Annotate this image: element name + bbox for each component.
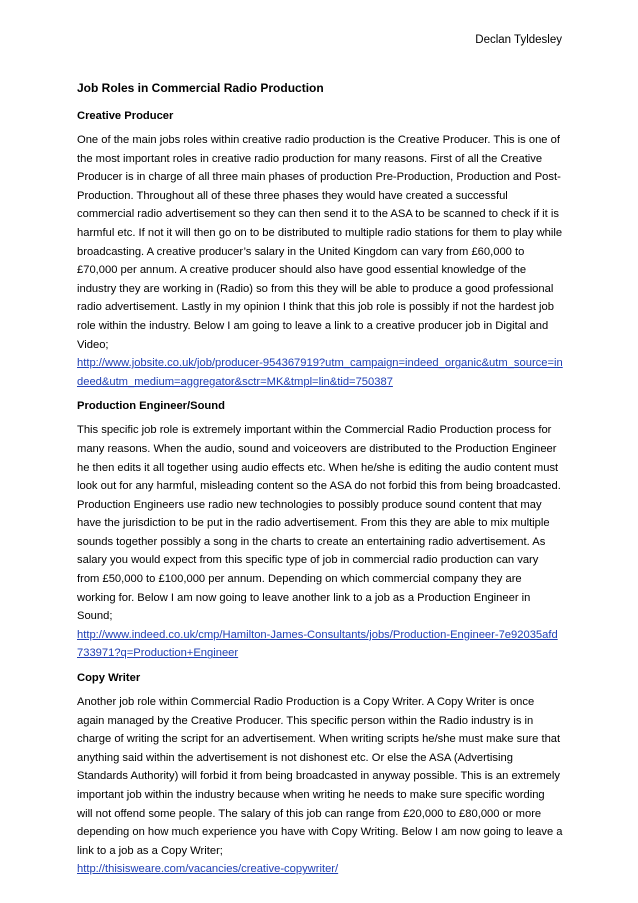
section-body-text: This specific job role is extremely important within the Commercial Radio Production process for many reasons. When the audio, sound and voiceovers are distributed to the Production Engineer he then edits it all together using audio effects etc. When he/she is editing the audio content must look out for any harmful, misleading content so the ASA do not forbid this from being broadcasted. Production Engineers use radio new technologies to possibly produce sound content that may have the jurisdiction to be put in the radio advertisement. From this they are able to mix multiple sounds together possibly a song in the charts to create an entertaining radio advertisement. As salary you would expect from this specific type of job in commercial radio production can vary from £50,000 to £100,000 per annum. Depending on which commercial company they are working for. Below I am now going to leave another link to a job as a Production Engineer in Sound; [77,424,561,623]
document-title: Job Roles in Commercial Radio Production [77,81,324,95]
job-link-copy-writer[interactable]: http://thisisweare.com/vacancies/creative-copywriter/ [77,863,339,876]
section-creative-producer [77,108,563,391]
section-production-engineer [77,398,563,663]
document-body [77,80,563,886]
section-heading: Copy Writer [77,672,141,685]
section-body-text: One of the main jobs roles within creative radio production is the Creative Producer. This is one of the most important roles in creative radio production for many reasons. First of all the Creative Producer is in charge of all three main phases of production Pre-Production, Production and Post-Production. Throughout all of these three phases they would have created a successful commercial radio advertisement so they can then send it to the ASA to be scanned to check if it is harmful etc. If not it will then go on to be distributed to multiple radio stations for them to play while broadcasting. A creative producer’s salary in the United Kingdom can vary from £60,000 to £70,000 per annum. A creative producer should also have good essential knowledge of the industry they are working in (Radio) so from this they will be able to produce a good professional radio advertisement. Lastly in my opinion I think that this job role is possibly if not the hardest job role within the industry. Below I am going to leave a link to a creative producer job in Digital and Video; [77,134,563,351]
author-name: Declan Tyldesley [475,34,562,46]
section-copy-writer [77,670,563,879]
section-heading: Production Engineer/Sound [77,400,225,413]
section-paragraph [77,421,563,663]
section-heading: Creative Producer [77,110,174,122]
section-paragraph [77,131,563,391]
section-paragraph [77,693,563,879]
section-body-text: Another job role within Commercial Radio Production is a Copy Writer. A Copy Writer is once again managed by the Creative Producer. This specific person within the Radio industry is in charge of writing the script for an advertisement. When writing scripts he/she must make sure that anything said within the advertisement is not dishonest etc. Or else the ASA (Advertising Standards Authority) will forbid it from being broadcasted in anyway possible. This is an extremely important job within the industry because when writing he needs to make sure specific wording will not offend some people. The salary of this job can range from £20,000 to £80,000 or more depending on how much experience you have with Copy Writing. Below I am now going to leave a link to a job as a Copy Writer; [77,696,563,857]
job-link-creative-producer[interactable]: http://www.jobsite.co.uk/job/producer-954367919?utm_campaign=indeed_organic&utm_source=indeed&utm_medium=aggregator&sctr=MK&tmpl=lin&tid=750387 [77,357,563,388]
job-link-production-engineer[interactable]: http://www.indeed.co.uk/cmp/Hamilton-James-Consultants/jobs/Production-Engineer-7e92035afd733971?q=Production+Engineer [77,628,558,660]
